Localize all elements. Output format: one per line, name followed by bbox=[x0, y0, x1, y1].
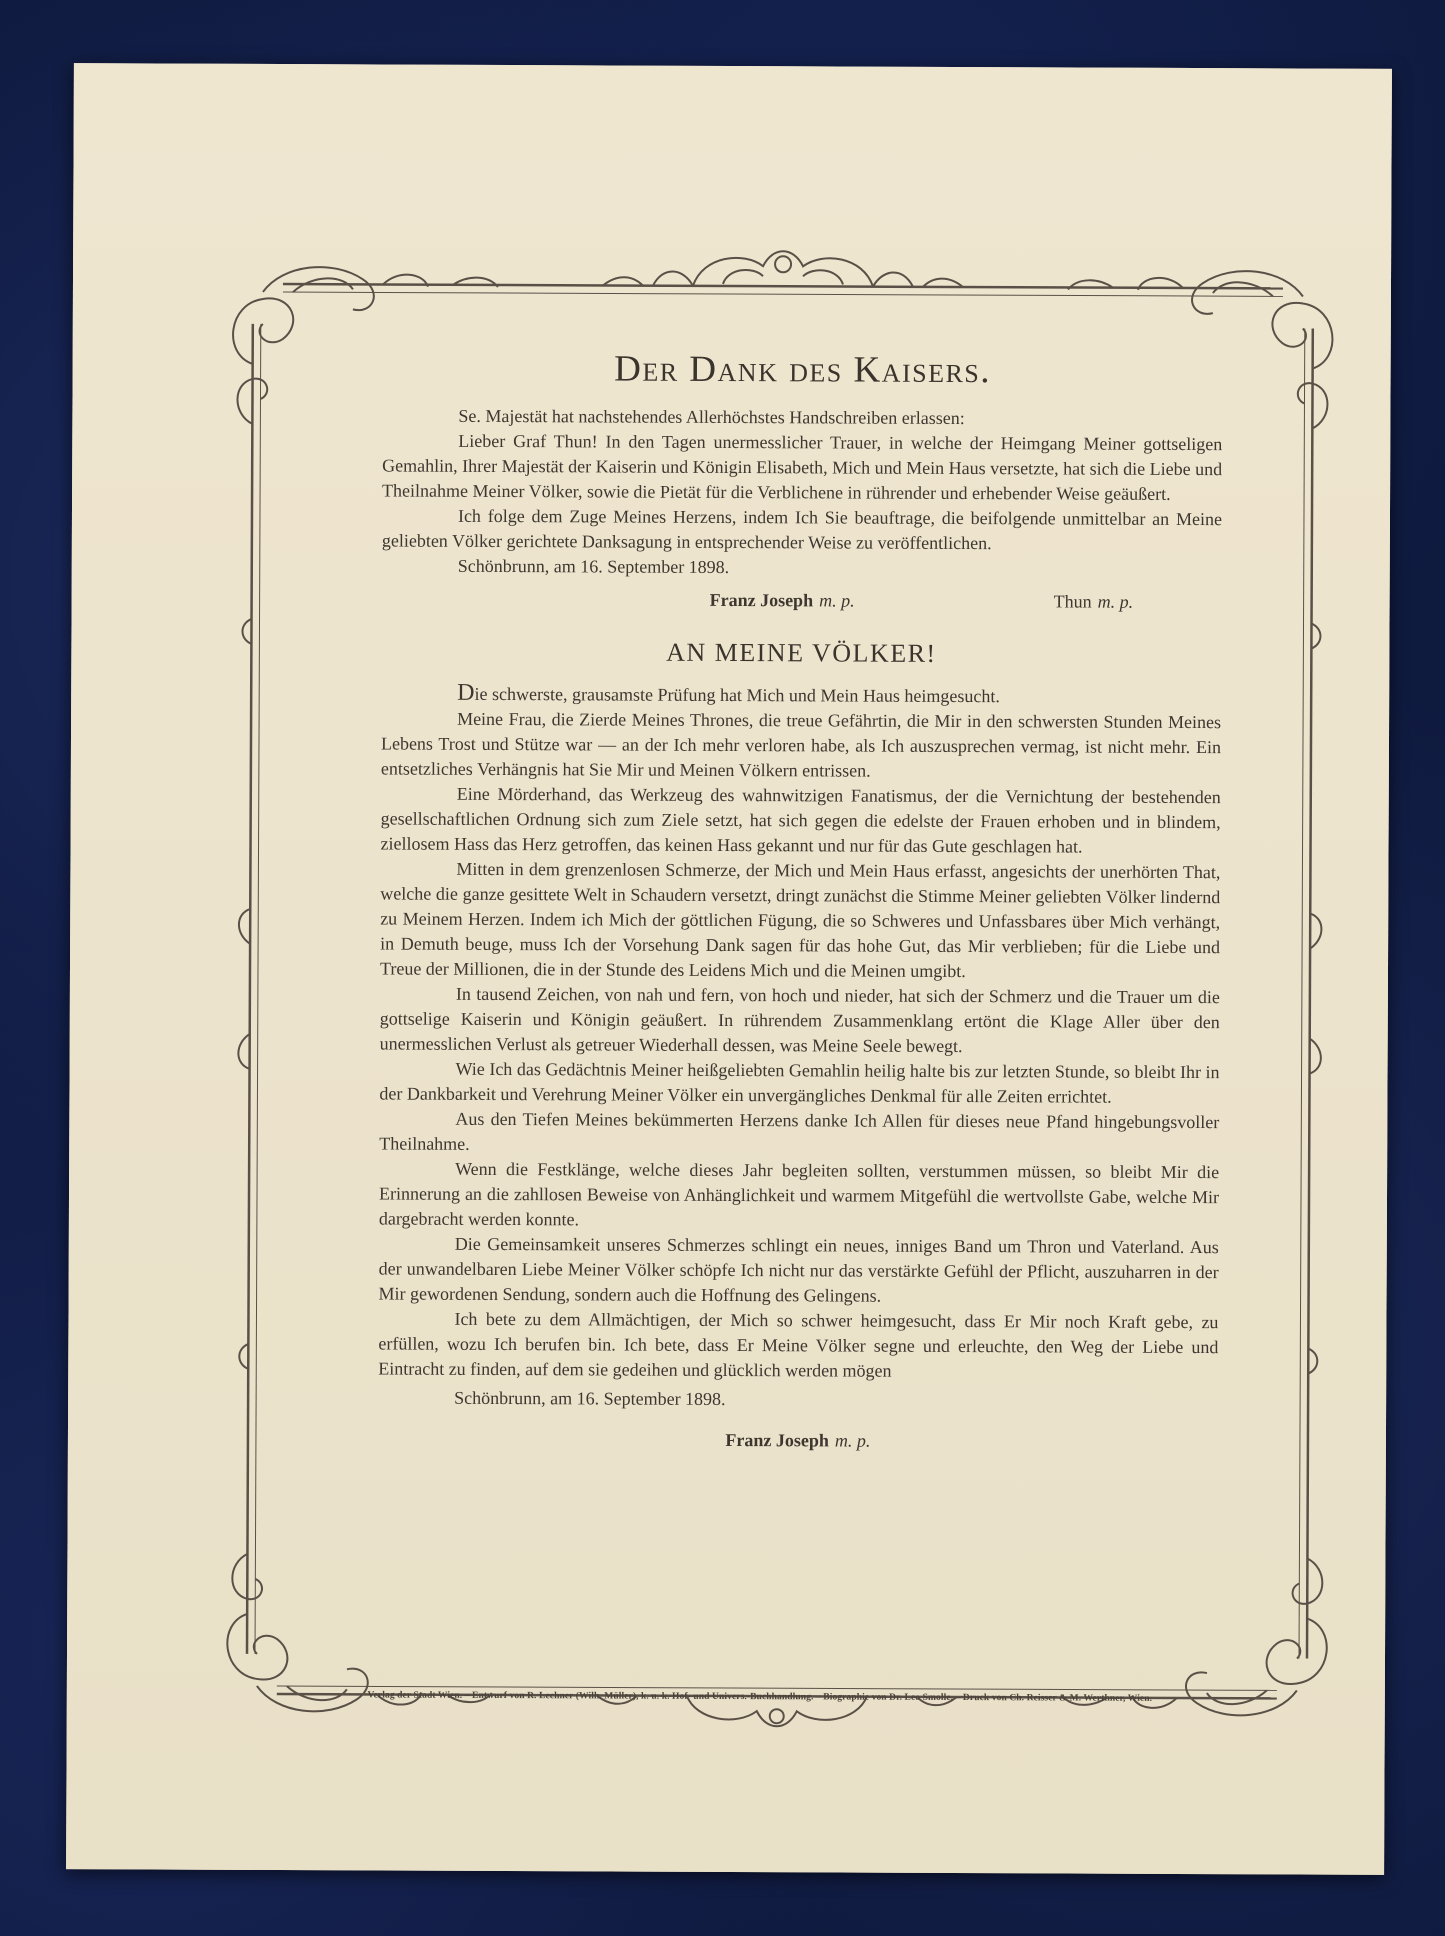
proclamation-paragraph: Meine Frau, die Zierde Meines Thrones, die treue Gefährtin, die Mir in den schwersten Stunden Meines Lebens Trost und Stütze war — an der Ich mehr verloren habe, als Ich auszusprechen vermag, ist nicht mehr. Ein entsetzliches Verhängnis hat Sie Mir und Meinen Völkern entrissen. bbox=[380, 708, 1222, 781]
closing-signature-name: Franz Joseph bbox=[725, 1429, 829, 1451]
document-text bbox=[378, 346, 1223, 1453]
signature-emperor-name: Franz Joseph bbox=[709, 589, 814, 611]
proclamation-paragraph: Wenn die Festklänge, welche dieses Jahr begleiten sollten, verstummen müssen, so bleibt Mir die Erinnerung an die zahllosen Beweise von Anhänglichkeit und warmem Mitgefühl die wertvollste Gabe, welche Mir dargebracht werden konnte. bbox=[378, 1158, 1220, 1230]
proclamation-paragraph: Ich bete zu dem Allmächtigen, der Mich so schwer heimgesucht, dass Er Mir noch Kraft gebe, zu erfüllen, wozu Ich berufen bin. Ich bete, dass Er Meine Völker segne und erleuchte, den Weg der Liebe und Eintracht zu finden, auf dem sie gedeihen und glücklich werden mögen bbox=[378, 1308, 1219, 1381]
signature-thun bbox=[1054, 591, 1134, 612]
intro-line: Se. Majestät hat nachstehendes Allerhöchstes Handschreiben erlassen: bbox=[458, 405, 965, 429]
document-sheet bbox=[66, 63, 1392, 1875]
signature-thun-mp: m. p. bbox=[1097, 591, 1134, 612]
signature-emperor bbox=[710, 590, 855, 612]
letter-paragraph-1: Lieber Graf Thun! In den Tagen unermesslicher Trauer, in welche der Heimgang Meiner gottseligen Gemahlin, Ihrer Majestät der Kaiserin und Königin Elisabeth, Mich und Mein Haus versetzte, hat sich die Liebe und Theilnahme Meiner Völker, sowie die Pietät für die Verblichene in rührender und erhebender Weise geäußert. bbox=[382, 430, 1223, 504]
signature-emperor-mp: m. p. bbox=[819, 590, 855, 611]
proclamation-paragraph: Die schwerste, grausamste Prüfung hat Mich und Mein Haus heimgesucht. bbox=[457, 679, 1000, 707]
proclamation-title: AN MEINE VÖLKER! bbox=[666, 637, 937, 668]
closing-signature bbox=[378, 1428, 1218, 1453]
proclamation-paragraph: Die Gemeinsamkeit unseres Schmerzes schlingt ein neues, inniges Band um Thron und Vaterland. Aus der unwandelbaren Liebe Meiner Völker schöpfe Ich nicht nur das verstärkte Gefühl der Pflicht, auszuharren in der Mir gewordenen Sendung, sondern auch die Hoffnung des Gelingens. bbox=[378, 1233, 1219, 1306]
proclamation-paragraph: In tausend Zeichen, von nah und fern, von hoch und nieder, hat sich der Schmerz und die Trauer um die gottselige Kaiserin und Königin geäußert. In rührendem Zusammenklang ertönt die Klage Aller über den unermesslichen Verlust als getreuer Wiederhall dessen, was Meine Seele bewegt. bbox=[379, 983, 1220, 1057]
letter-paragraph-2: Ich folge dem Zuge Meines Herzens, indem Ich Sie beauftrage, die beifolgende unmittelbar an Meine geliebten Völker gerichtete Danksagung in entsprechender Weise zu veröffentlichen. bbox=[381, 505, 1223, 554]
letter-date: Schönbrunn, am 16. September 1898. bbox=[457, 555, 730, 577]
letter-signatures bbox=[382, 584, 1222, 618]
proclamation-paragraph: Aus den Tiefen Meines bekümmerten Herzens danke Ich Allen für dieses neue Pfand hingebungsvoller Theilnahme. bbox=[379, 1108, 1220, 1154]
proclamation-paragraph: Wie Ich das Gedächtnis Meiner heißgeliebten Gemahlin heilig halte bis zur letzten Stunde, so bleibt Ihr in der Dankbarkeit und Verehrung Meiner Völker ein unvergängliches Denkmal für alle Zeiten errichtet. bbox=[379, 1058, 1220, 1107]
proclamation-paragraph: Mitten in dem grenzenlosen Schmerze, der Mich und Mein Haus erfasst, angesichts der unerhörten That, welche die ganze gesittete Welt in Schaudern versetzt, dringt zunächst die Stimme Meiner geliebten Völker lindernd zu Meinem Herzen. Indem ich Mich der göttlichen Fügung, die so Schweres und Unfassbares über Mich verhängt, in Demuth beuge, muss Ich der Vorsehung Dank sagen für das hohe Gut, das Mir verblieben; für die Liebe und Treue der Millionen, die in der Stunde des Leidens Mich und die Meinen umgibt. bbox=[379, 858, 1221, 982]
imprint-footer: Verlag der Stadt Wien. – Entwurf von R. Lechner (Wilh. Müller), k. u. k. Hof- und Univers.-Buchhandlung. – Biographie von Dr. Leo Smolle. – Druck von Ch. Reisser & M. Werthner, Wien. bbox=[367, 1690, 1153, 1704]
proclamation-paragraph: Eine Mörderhand, das Werkzeug des wahnwitzigen Fanatismus, der die Vernichtung der bestehenden gesellschaftlichen Ordnung sich zum Ziele setzt, hat sich gegen die edelste der Frauen erhoben und in blindem, ziellosem Hass das Herz getroffen, das keinen Hass gekannt und nur für das Gute geschlagen hat. bbox=[380, 783, 1221, 857]
signature-thun-name: Thun bbox=[1053, 591, 1092, 612]
closing-date: Schönbrunn, am 16. September 1898. bbox=[454, 1387, 726, 1409]
document-title: Der Dank des Kaisers. bbox=[614, 348, 992, 392]
closing-signature-mp: m. p. bbox=[834, 1430, 871, 1451]
